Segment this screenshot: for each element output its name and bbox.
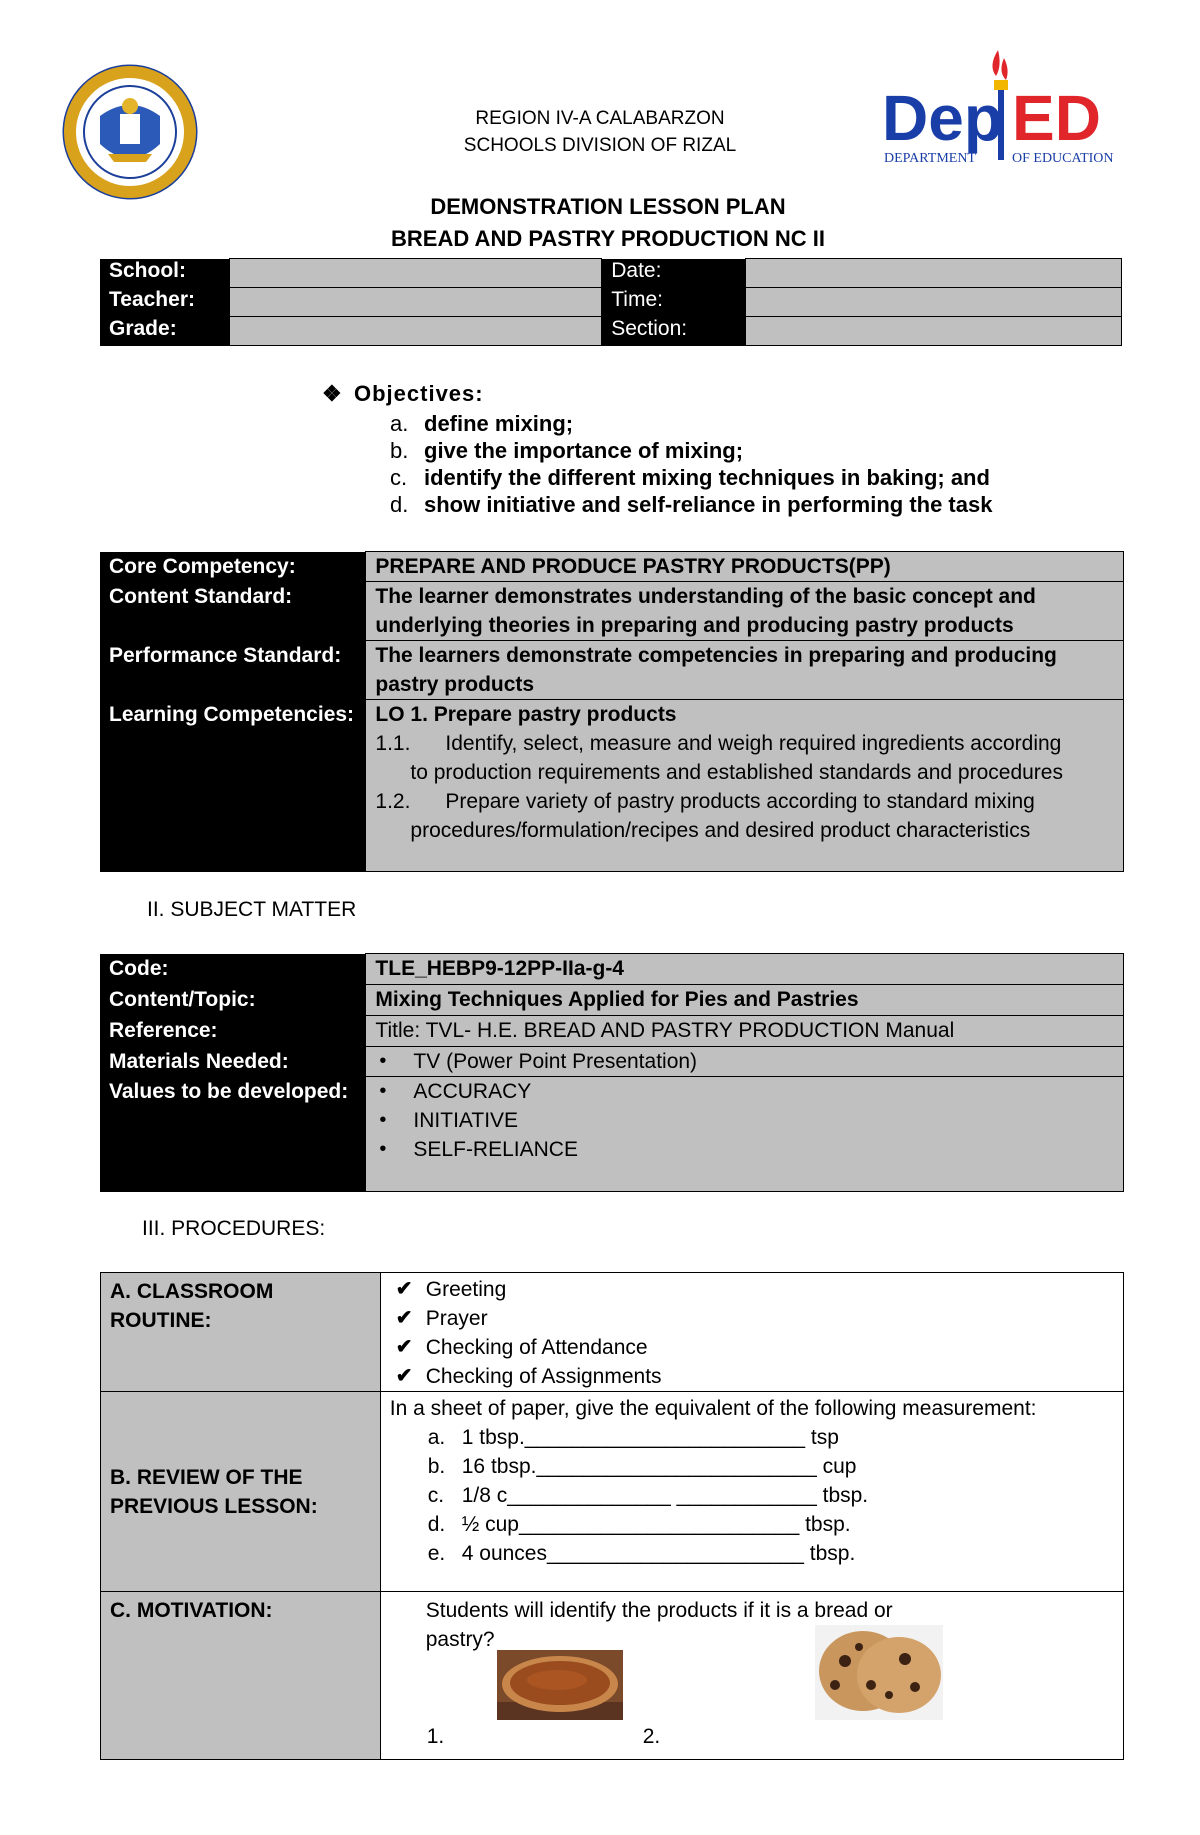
topic-label: Content/Topic: xyxy=(100,985,366,1016)
routine-item: ✔ Prayer xyxy=(390,1304,1114,1333)
lesson-plan-title: DEMONSTRATION LESSON PLAN xyxy=(430,194,786,219)
svg-text:OF EDUCATION: OF EDUCATION xyxy=(1012,151,1114,166)
pie-image xyxy=(497,1650,623,1720)
lesson-plan-subtitle: BREAD AND PASTRY PRODUCTION NC II xyxy=(391,226,825,251)
objective-item: c. identify the different mixing techniques in baking; and xyxy=(390,465,990,490)
procedures-heading: III. PROCEDURES: xyxy=(142,1217,326,1240)
section-label: Section: xyxy=(602,317,746,346)
lc1-line1: Identify, select, measure and weigh required ingredients according xyxy=(445,732,1062,755)
review-item: a. 1 tbsp.________________________ tsp xyxy=(427,1426,839,1449)
review-label: B. REVIEW OF THE PREVIOUS LESSON: xyxy=(101,1392,381,1592)
value-item: • SELF-RELIANCE xyxy=(375,1135,1114,1164)
objectives-heading: Objectives: xyxy=(354,381,484,406)
objective-item: a. define mixing; xyxy=(390,411,574,436)
date-field xyxy=(746,259,1122,288)
motivation-text-line1: Students will identify the products if it is a bread or xyxy=(425,1599,893,1622)
objective-item: b. give the importance of mixing; xyxy=(390,438,744,463)
value-item: • ACCURACY xyxy=(375,1077,1114,1106)
teacher-label: Teacher: xyxy=(100,288,230,317)
learning-competencies-label: Learning Competencies: xyxy=(100,700,366,872)
routine-item: ✔ Greeting xyxy=(390,1275,1114,1304)
lc2-number: 1.2. xyxy=(375,790,411,813)
school-label: School: xyxy=(100,259,230,288)
section-field xyxy=(746,317,1122,346)
objective-item: d. show initiative and self-reliance in performing the task xyxy=(390,492,993,517)
materials-item: • TV (Power Point Presentation) xyxy=(375,1047,1114,1076)
motivation-item-1: 1. xyxy=(426,1725,445,1748)
motivation-text-line2: pastry? xyxy=(425,1628,495,1651)
performance-standard-value: The learners demonstrate competencies in preparing and producing pastry products xyxy=(366,641,1124,700)
value-item: • INITIATIVE xyxy=(375,1106,1114,1135)
svg-text:Dep: Dep xyxy=(882,82,1003,154)
deped-logo xyxy=(880,44,1124,172)
review-item: e. 4 ounces______________________ tbsp. xyxy=(427,1542,856,1565)
motivation-item-2: 2. xyxy=(642,1725,661,1748)
region-label: REGION IV-A CALABARZON xyxy=(475,108,725,129)
reference-value: Title: TVL- H.E. BREAD AND PASTRY PRODUCTION Manual xyxy=(366,1016,1124,1047)
lc2-line1: Prepare variety of pastry products according to standard mixing xyxy=(445,790,1035,813)
lc1-line2: to production requirements and established standards and procedures xyxy=(410,761,1063,784)
review-item: b. 16 tbsp.________________________ cup xyxy=(427,1455,857,1478)
materials-value xyxy=(366,1047,1124,1077)
deped-seal-logo xyxy=(62,64,198,200)
svg-text:DEPARTMENT: DEPARTMENT xyxy=(884,151,976,166)
date-label: Date: xyxy=(602,259,746,288)
content-standard-value: The learner demonstrates understanding of the basic concept and underlying theories in preparing and producing pastry products xyxy=(366,582,1124,641)
motivation-label: C. MOTIVATION: xyxy=(101,1592,381,1760)
motivation-value xyxy=(380,1592,1123,1760)
materials-label: Materials Needed: xyxy=(100,1047,366,1077)
grade-label: Grade: xyxy=(100,317,230,346)
objectives-section xyxy=(322,378,1082,518)
grade-field xyxy=(230,317,602,346)
cookie-image xyxy=(815,1625,943,1720)
lo-title: LO 1. Prepare pastry products xyxy=(375,703,677,726)
subject-matter-heading: II. SUBJECT MATTER xyxy=(147,898,357,921)
school-field xyxy=(230,259,602,288)
routine-item: ✔ Checking of Attendance xyxy=(390,1333,1114,1362)
reference-label: Reference: xyxy=(100,1016,366,1047)
time-label: Time: xyxy=(602,288,746,317)
lc2-line2: procedures/formulation/recipes and desired product characteristics xyxy=(410,819,1031,842)
learning-competencies-value xyxy=(366,700,1124,872)
time-field xyxy=(746,288,1122,317)
standards-table xyxy=(100,551,1124,872)
classroom-routine-label: A. CLASSROOM ROUTINE: xyxy=(101,1273,381,1392)
review-item: d. ½ cup________________________ tbsp. xyxy=(427,1513,851,1536)
topic-value: Mixing Techniques Applied for Pies and Pastries xyxy=(366,985,1124,1016)
code-label: Code: xyxy=(100,954,366,985)
values-value xyxy=(366,1077,1124,1192)
review-intro: In a sheet of paper, give the equivalent of the following measurement: xyxy=(389,1397,1037,1420)
teacher-field xyxy=(230,288,602,317)
core-competency-value: PREPARE AND PRODUCE PASTRY PRODUCTS(PP) xyxy=(366,552,1124,582)
routine-item: ✔ Checking of Assignments xyxy=(390,1362,1114,1391)
review-item: c. 1/8 c______________ ____________ tbsp. xyxy=(427,1484,869,1507)
values-label: Values to be developed: xyxy=(100,1077,366,1192)
svg-text:ED: ED xyxy=(1012,82,1101,154)
subject-matter-table xyxy=(100,953,1124,1192)
division-label: SCHOOLS DIVISION OF RIZAL xyxy=(463,135,737,156)
classroom-routine-value xyxy=(380,1273,1123,1392)
content-standard-label: Content Standard: xyxy=(100,582,366,641)
review-value xyxy=(380,1392,1123,1592)
core-competency-label: Core Competency: xyxy=(100,552,366,582)
lc1-number: 1.1. xyxy=(375,732,411,755)
code-value: TLE_HEBP9-12PP-IIa-g-4 xyxy=(366,954,1124,985)
performance-standard-label: Performance Standard: xyxy=(100,641,366,700)
info-table xyxy=(100,258,1122,346)
diamond-bullet-icon: ❖ xyxy=(322,381,343,406)
